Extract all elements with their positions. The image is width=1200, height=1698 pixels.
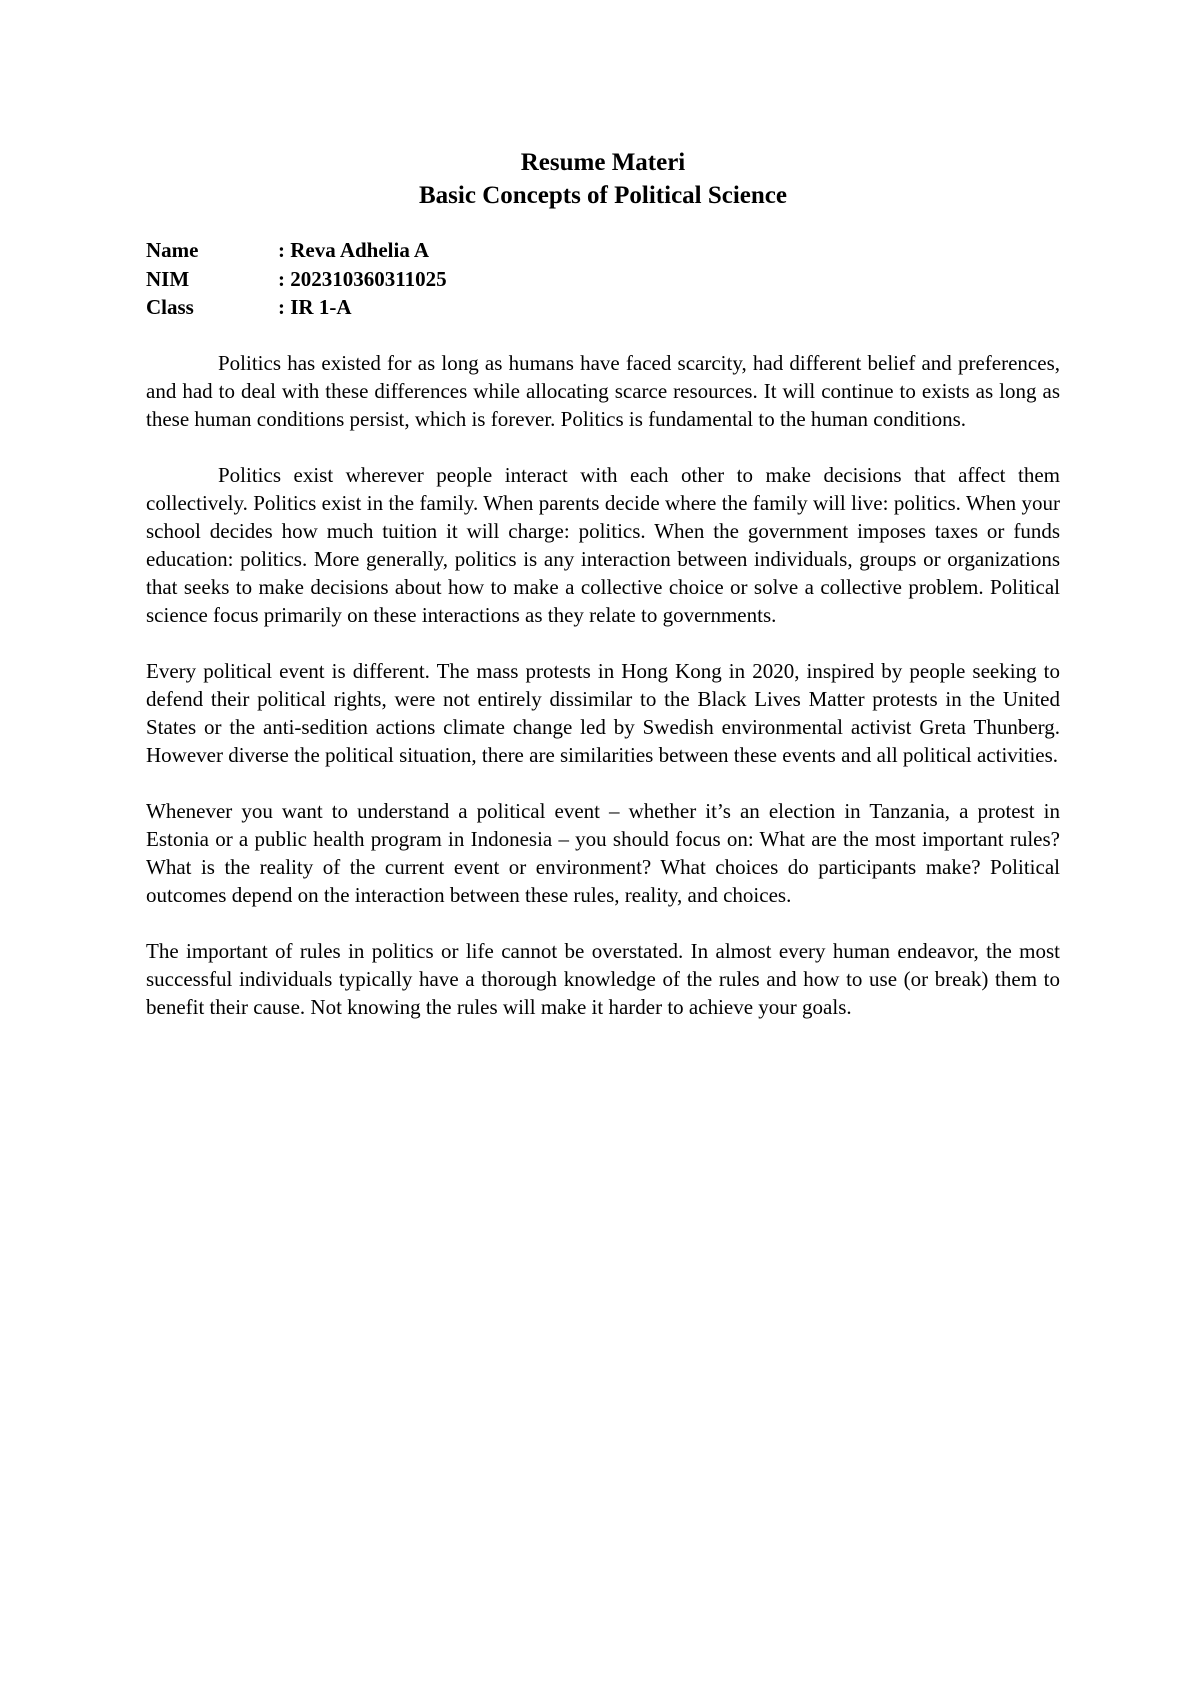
- document-title: [146, 146, 1060, 212]
- paragraph-2: Politics exist wherever people interact with each other to make decisions that affect them collectively. Politics exist in the family. When parents decide where the family will live: politics. When your school decides how much tuition it will charge: politics. When the government imposes taxes or funds education: politics. More generally, politics is any interaction between individuals, groups or organizations that seeks to make decisions about how to make a collective choice or solve a collective problem. Political science focus primarily on these interactions as they relate to governments.: [146, 462, 1060, 627]
- info-value-name: : Reva Adhelia A: [278, 238, 430, 262]
- title-line-1: Resume Materi: [520, 149, 686, 176]
- paragraph-1: Politics has existed for as long as humans have faced scarcity, had different belief and preferences, and had to deal with these differences while allocating scarce resources. It will continue to exists as long as these human conditions persist, which is forever. Politics is fundamental to the human conditions.: [146, 350, 1060, 431]
- document-content: [146, 146, 1060, 1021]
- student-info: [146, 236, 1060, 322]
- title-line-2: Basic Concepts of Political Science: [419, 182, 787, 209]
- info-label-class: Class: [146, 295, 194, 319]
- info-row-name: [146, 236, 1060, 265]
- info-value-nim: : 202310360311025: [278, 266, 447, 291]
- info-value-class: : IR 1-A: [278, 295, 352, 319]
- paragraph-3: Every political event is different. The mass protests in Hong Kong in 2020, inspired by people seeking to defend their political rights, were not entirely dissimilar to the Black Lives Matter protests in the United States or the anti-sedition actions climate change led by Swedish environmental activist Greta Thunberg. However diverse the political situation, there are similarities between these events and all political activities.: [146, 658, 1060, 767]
- info-label-name: Name: [146, 238, 199, 262]
- info-row-class: [146, 293, 1060, 322]
- info-row-nim: [146, 265, 1060, 294]
- paragraph-4: Whenever you want to understand a political event – whether it’s an election in Tanzania, a protest in Estonia or a public health program in Indonesia – you should focus on: What are the most important rules? What is the reality of the current event or environment? What choices do participants make? Political outcomes depend on the interaction between these rules, reality, and choices.: [146, 798, 1060, 907]
- paragraph-5: The important of rules in politics or life cannot be overstated. In almost every human endeavor, the most successful individuals typically have a thorough knowledge of the rules and how to use (or break) them to benefit their cause. Not knowing the rules will make it harder to achieve your goals.: [146, 938, 1060, 1019]
- info-label-nim: NIM: [146, 266, 190, 291]
